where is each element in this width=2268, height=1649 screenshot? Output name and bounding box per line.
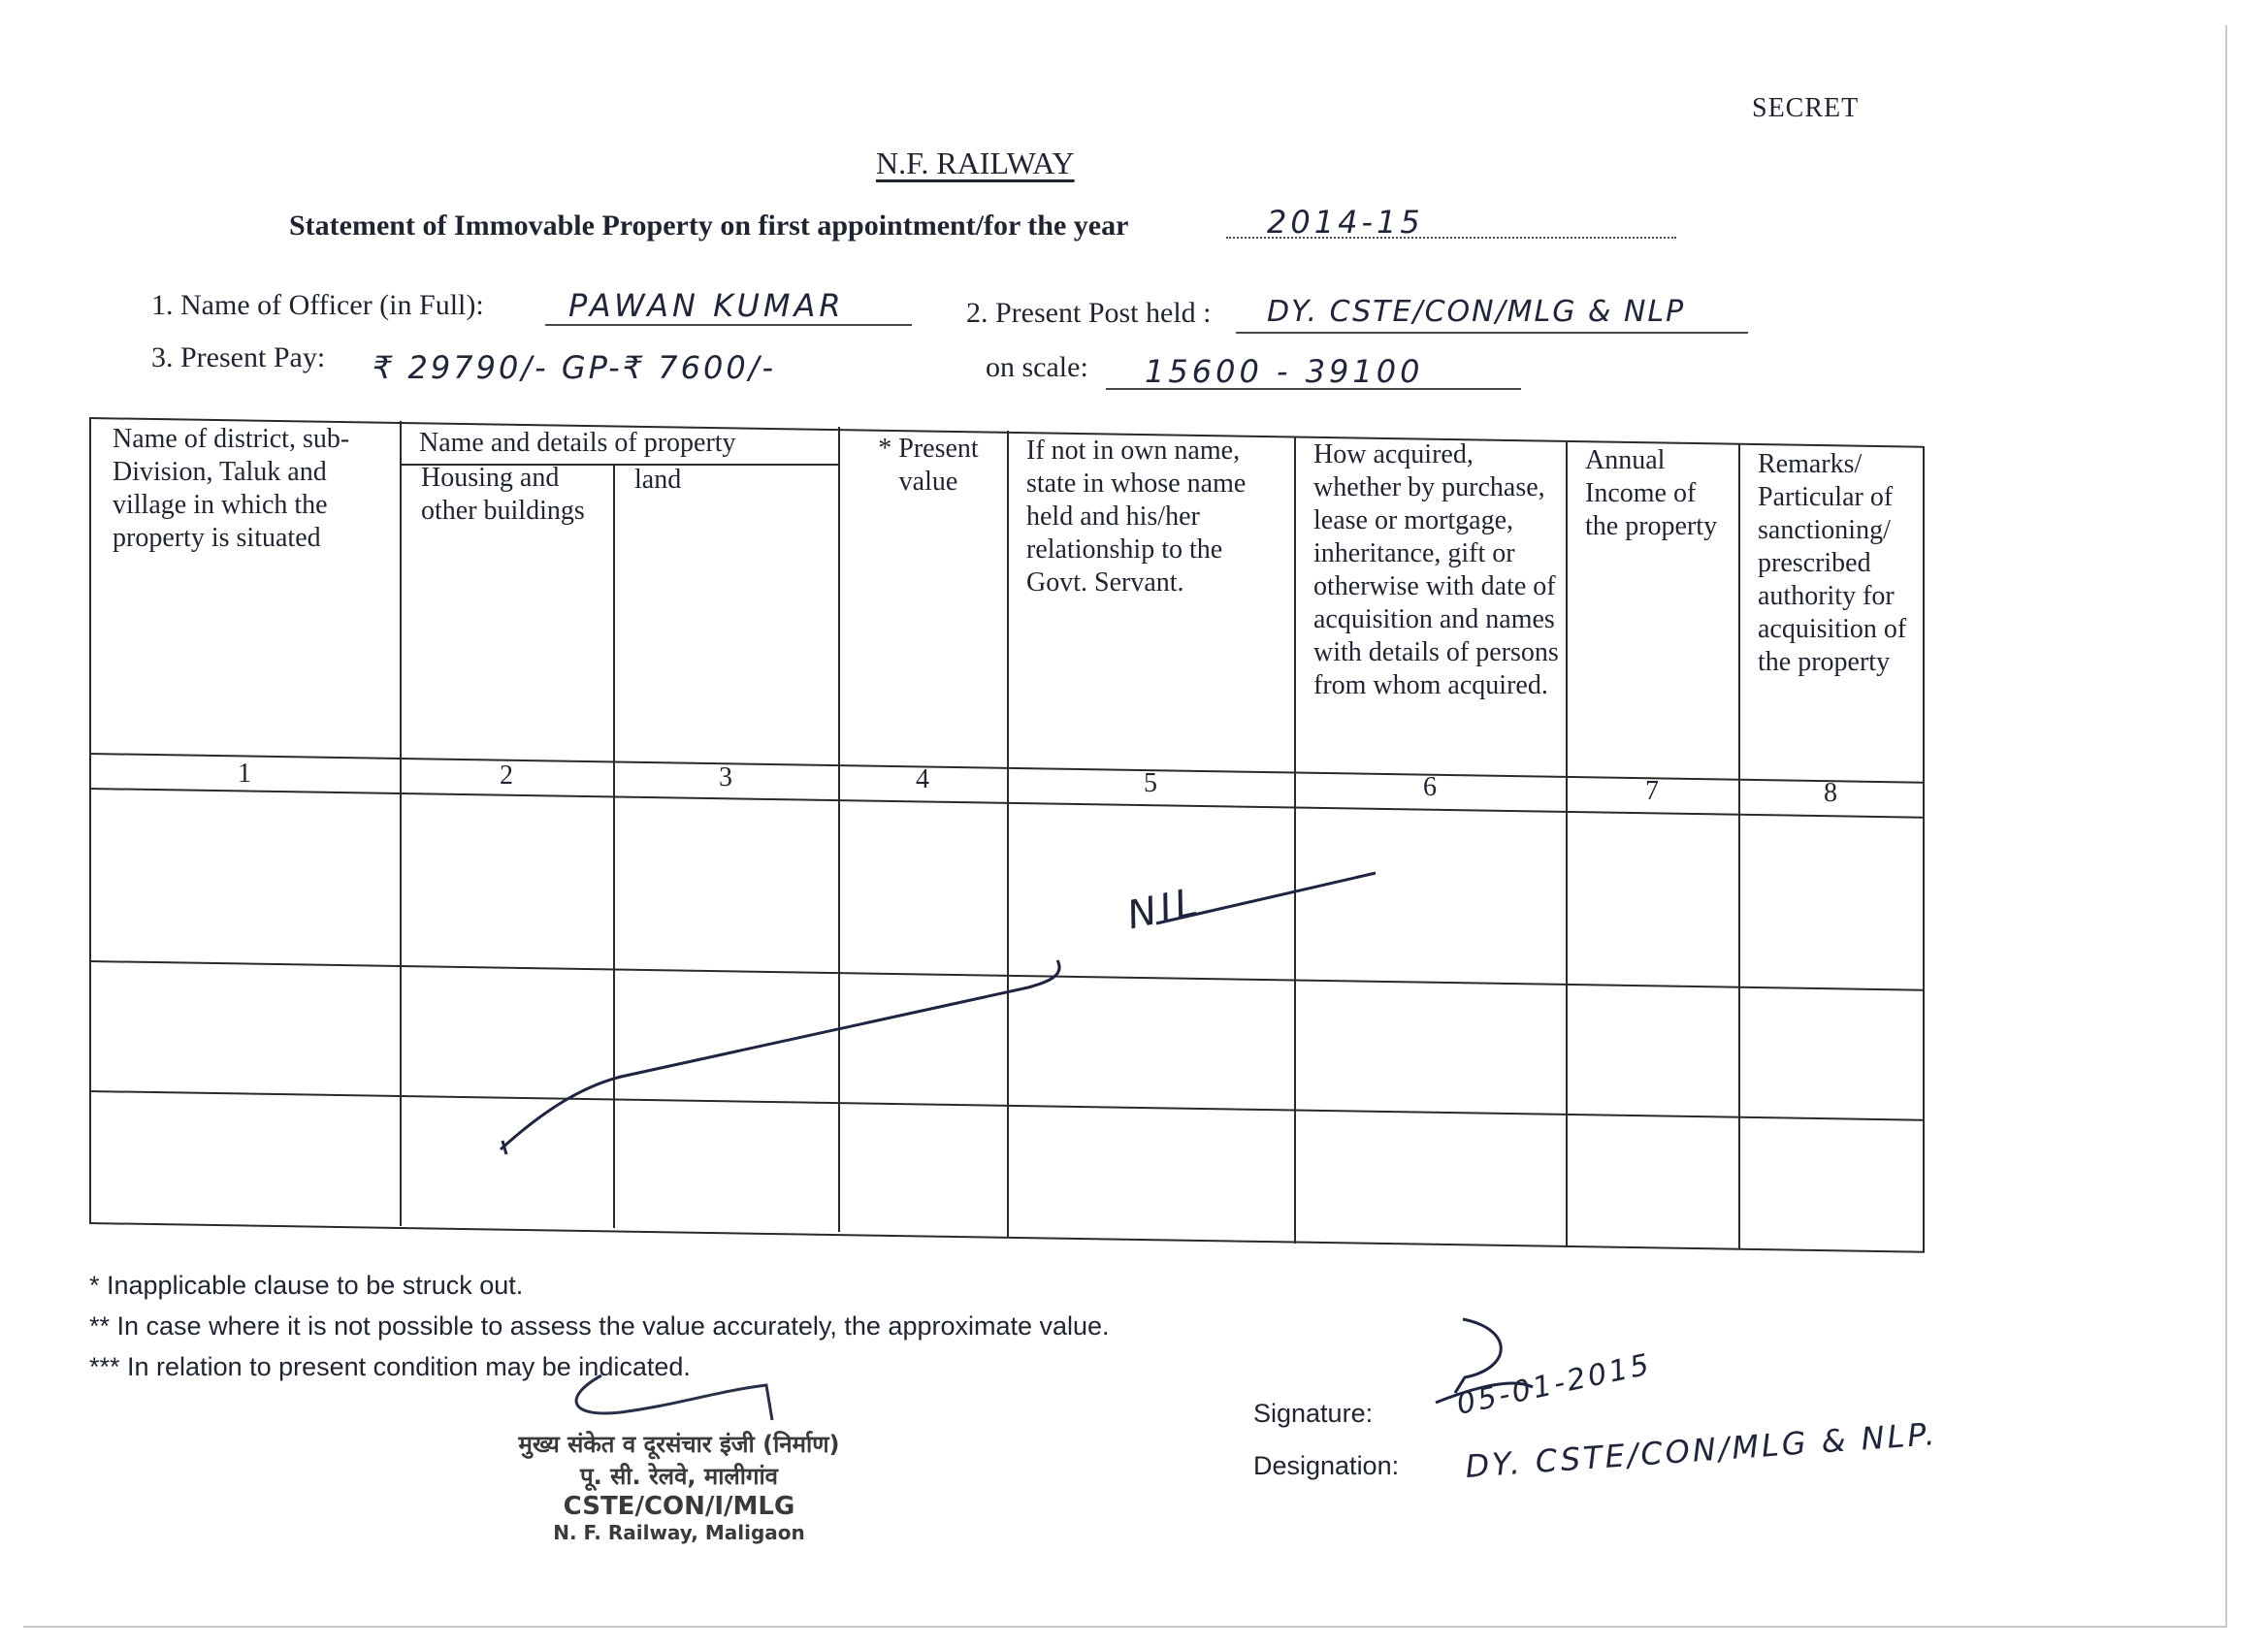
stamp-line-3: CSTE/CON/I/MLG bbox=[563, 1492, 795, 1521]
column-number-7: 7 bbox=[1645, 776, 1659, 806]
present-pay-label: 3. Present Pay: bbox=[151, 341, 326, 373]
pay-scale-value: 15600 - 39100 bbox=[1145, 353, 1424, 390]
column-header-ownership: If not in own name, state in whose name held and his/her relationship to the Govt. Servant. bbox=[1026, 436, 1247, 598]
column-number-8: 8 bbox=[1824, 778, 1837, 808]
nil-entry: NIL bbox=[1123, 879, 1205, 939]
strike-end-stroke bbox=[502, 1141, 506, 1154]
signature-label: Signature: bbox=[1253, 1399, 1374, 1428]
present-pay-value: ₹ 29790/- GP-₹ 7600/- bbox=[373, 349, 777, 386]
column-number-1: 1 bbox=[238, 759, 251, 789]
column-number-4: 4 bbox=[916, 764, 929, 794]
signature-date: 05-01-2015 bbox=[1453, 1347, 1655, 1422]
classification-label: SECRET bbox=[1752, 93, 1860, 123]
column-header-housing: Housing and other buildings bbox=[421, 463, 585, 526]
statement-title: Statement of Immovable Property on first appointment/for the year bbox=[289, 210, 1129, 242]
designation-label: Designation: bbox=[1253, 1451, 1400, 1480]
footnote-2: ** In case where it is not possible to assess the value accurately, the approximate value. bbox=[89, 1311, 1110, 1341]
footnotes bbox=[89, 1265, 1110, 1387]
column-number-3: 3 bbox=[719, 762, 732, 792]
column-number-2: 2 bbox=[500, 760, 513, 791]
strike-through-stroke bbox=[501, 960, 1059, 1149]
present-post-label: 2. Present Post held : bbox=[966, 297, 1212, 329]
column-header-land: land bbox=[634, 465, 682, 495]
stamp-line-4: N. F. Railway, Maligaon bbox=[553, 1521, 805, 1544]
column-header-remarks: Remarks/ Particular of sanctioning/ prescribed authority for acquisition of the property bbox=[1758, 449, 1907, 677]
footnote-1: * Inapplicable clause to be struck out. bbox=[89, 1271, 524, 1300]
footnote-3: *** In relation to present condition may be indicated. bbox=[89, 1352, 691, 1381]
pay-scale-label: on scale: bbox=[986, 351, 1088, 383]
column-header-present-value: * Present value bbox=[878, 434, 979, 497]
officer-name-value: PAWAN KUMAR bbox=[568, 287, 845, 324]
official-stamp bbox=[456, 1428, 902, 1544]
column-header-location: Name of district, sub-Division, Taluk and village in which the property is situated bbox=[113, 424, 350, 553]
present-post-value: DY. CSTE/CON/MLG & NLP bbox=[1267, 295, 1686, 329]
designation-value: DY. CSTE/CON/MLG & NLP. bbox=[1464, 1415, 1939, 1485]
column-group-header-property: Name and details of property bbox=[419, 428, 736, 458]
column-header-annual-income: Annual Income of the property bbox=[1585, 445, 1718, 541]
officer-name-label: 1. Name of Officer (in Full): bbox=[151, 289, 484, 321]
column-header-acquisition: How acquired, whether by purchase, lease or mortgage, inheritance, gift or otherwise with date of acquisition and names with details of persons from whom acquired. bbox=[1313, 439, 1559, 700]
stamp-line-1: मुख्य संकेत व दूरसंचार इंजी (निर्माण) bbox=[518, 1431, 840, 1458]
organization-title: N.F. RAILWAY bbox=[876, 146, 1075, 180]
year-value: 2014-15 bbox=[1267, 204, 1424, 241]
nil-underline-stroke bbox=[1156, 873, 1376, 923]
column-number-5: 5 bbox=[1144, 768, 1157, 798]
stamp-line-2: पू. सी. रेलवे, मालीगांव bbox=[579, 1463, 779, 1490]
column-number-6: 6 bbox=[1423, 772, 1437, 802]
